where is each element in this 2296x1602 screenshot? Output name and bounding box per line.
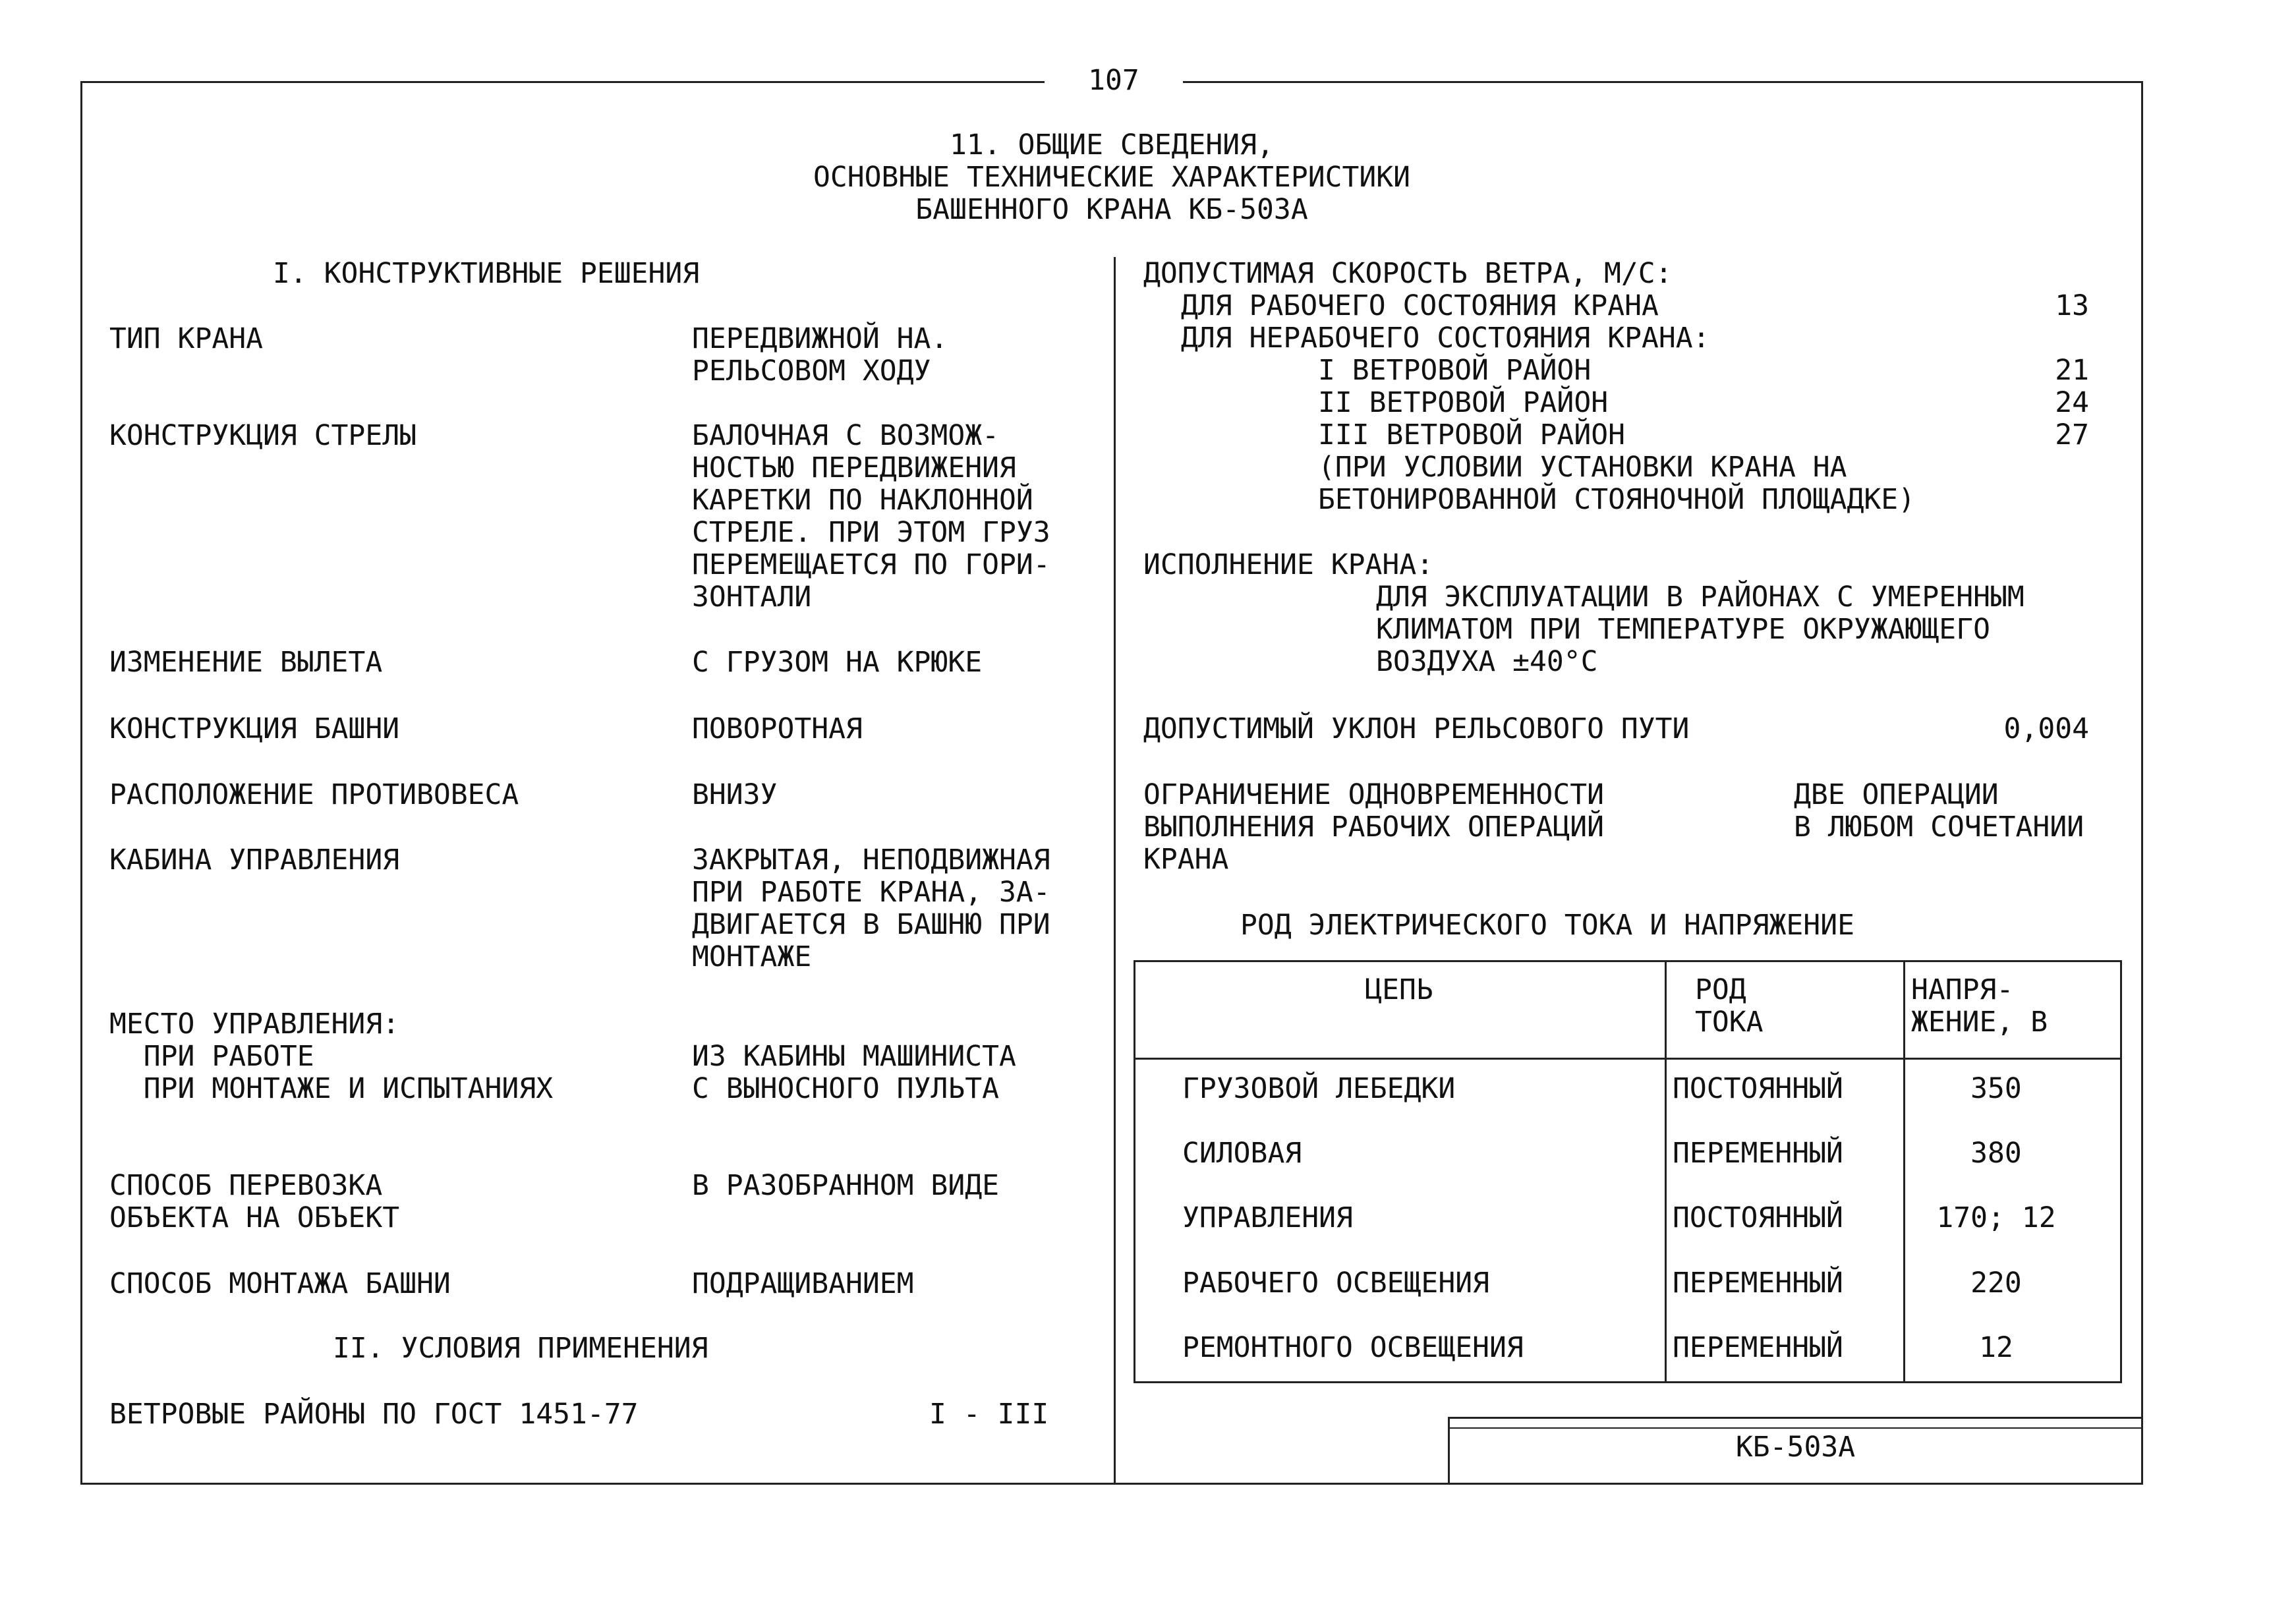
value-boom-design-4: СТРЕЛЕ. ПРИ ЭТОМ ГРУЗ <box>692 516 1050 549</box>
row-3-circuit: УПРАВЛЕНИЯ <box>1182 1201 1353 1234</box>
label-reach-change: ИЗМЕНЕНИЕ ВЫЛЕТА <box>109 646 383 679</box>
value-counterweight: ВНИЗУ <box>692 778 778 811</box>
table-header-type-1: РОД <box>1695 973 1746 1006</box>
value-control-operation: ИЗ КАБИНЫ МАШИНИСТА <box>692 1040 1016 1073</box>
execution-line-1: ДЛЯ ЭКСПЛУАТАЦИИ В РАЙОНАХ С УМЕРЕННЫМ <box>1376 581 2024 614</box>
slope-value: 0,004 <box>2003 712 2089 745</box>
row-2-type: ПЕРЕМЕННЫЙ <box>1673 1137 1843 1170</box>
title-line-2: ОСНОВНЫЕ ТЕХНИЧЕСКИЕ ХАРАКТЕРИСТИКИ <box>813 161 1411 194</box>
table-header-circuit: ЦЕПЬ <box>1365 973 1433 1006</box>
condition-line-2: БЕТОНИРОВАННОЙ СТОЯНОЧНОЙ ПЛОЩАДКЕ) <box>1318 483 1916 516</box>
value-cabin-4: МОНТАЖЕ <box>692 940 812 973</box>
value-wind-regions: I - III <box>929 1398 1049 1431</box>
row-2-circuit: СИЛОВАЯ <box>1182 1137 1302 1170</box>
row-1-voltage: 350 <box>1970 1072 2022 1105</box>
row-4-type: ПЕРЕМЕННЫЙ <box>1673 1267 1843 1300</box>
value-boom-design-6: ЗОНТАЛИ <box>692 581 812 614</box>
section-2-heading: II. УСЛОВИЯ ПРИМЕНЕНИЯ <box>333 1332 708 1365</box>
value-reach-change: С ГРУЗОМ НА КРЮКЕ <box>692 646 983 679</box>
value-control-assembly: С ВЫНОСНОГО ПУЛЬТА <box>692 1072 999 1105</box>
table-col-divider-1 <box>1665 960 1667 1383</box>
region-1-value: 21 <box>2055 354 2089 387</box>
label-cabin: КАБИНА УПРАВЛЕНИЯ <box>109 844 400 876</box>
ops-value-2: В ЛЮБОМ СОЧЕТАНИИ <box>1794 811 2084 844</box>
wind-speed-heading: ДОПУСТИМАЯ СКОРОСТЬ ВЕТРА, М/С: <box>1143 257 1673 290</box>
region-2-value: 24 <box>2055 386 2089 419</box>
value-transport: В РАЗОБРАННОМ ВИДЕ <box>692 1169 999 1202</box>
value-cabin-3: ДВИГАЕТСЯ В БАШНЮ ПРИ <box>692 908 1050 941</box>
title-line-1: 11. ОБЩИЕ СВЕДЕНИЯ, <box>950 129 1274 161</box>
table-col-divider-2 <box>1903 960 1905 1383</box>
value-boom-design-5: ПЕРЕМЕЩАЕТСЯ ПО ГОРИ- <box>692 548 1050 581</box>
region-3-label: III ВЕТРОВОЙ РАЙОН <box>1318 418 1625 451</box>
value-tower-assembly: ПОДРАЩИВАНИЕМ <box>692 1267 914 1300</box>
row-1-type: ПОСТОЯННЫЙ <box>1673 1072 1843 1105</box>
table-header-type-2: ТОКА <box>1695 1006 1764 1039</box>
execution-heading: ИСПОЛНЕНИЕ КРАНА: <box>1143 548 1434 581</box>
table-header-voltage-2: ЖЕНИЕ, В <box>1911 1006 2048 1039</box>
ops-label-1: ОГРАНИЧЕНИЕ ОДНОВРЕМЕННОСТИ <box>1143 778 1604 811</box>
value-boom-design-3: КАРЕТКИ ПО НАКЛОННОЙ <box>692 484 1033 517</box>
stamp-top-line <box>1448 1427 2143 1429</box>
column-divider <box>1114 257 1116 1485</box>
stamp-label: КБ-503А <box>1735 1431 1856 1464</box>
label-transport-2: ОБЪЕКТА НА ОБЪЕКТ <box>109 1201 400 1234</box>
value-boom-design-2: НОСТЬЮ ПЕРЕДВИЖЕНИЯ <box>692 451 1016 484</box>
table-header-divider <box>1134 1058 2122 1060</box>
label-crane-type: ТИП КРАНА <box>109 322 263 355</box>
value-cabin-1: ЗАКРЫТАЯ, НЕПОДВИЖНАЯ <box>692 844 1050 876</box>
row-2-voltage: 380 <box>1970 1137 2022 1170</box>
row-3-voltage: 170; 12 <box>1936 1201 2056 1234</box>
label-wind-regions: ВЕТРОВЫЕ РАЙОНЫ ПО ГОСТ 1451-77 <box>109 1398 639 1431</box>
row-5-voltage: 12 <box>1979 1331 2013 1364</box>
working-state-value: 13 <box>2055 289 2089 322</box>
label-control-operation: ПРИ РАБОТЕ <box>109 1040 314 1073</box>
working-state-label: ДЛЯ РАБОЧЕГО СОСТОЯНИЯ КРАНА <box>1181 289 1659 322</box>
region-3-value: 27 <box>2055 418 2089 451</box>
label-boom-design: КОНСТРУКЦИЯ СТРЕЛЫ <box>109 419 416 452</box>
row-4-voltage: 220 <box>1970 1267 2022 1300</box>
row-3-type: ПОСТОЯННЫЙ <box>1673 1201 1843 1234</box>
region-2-label: II ВЕТРОВОЙ РАЙОН <box>1318 386 1609 419</box>
value-tower-design: ПОВОРОТНАЯ <box>692 712 863 745</box>
value-boom-design-1: БАЛОЧНАЯ С ВОЗМОЖ- <box>692 419 999 452</box>
title-line-3: БАШЕННОГО КРАНА КБ-503А <box>915 193 1308 226</box>
value-cabin-2: ПРИ РАБОТЕ КРАНА, ЗА- <box>692 876 1050 909</box>
region-1-label: I ВЕТРОВОЙ РАЙОН <box>1318 354 1592 387</box>
electric-heading: РОД ЭЛЕКТРИЧЕСКОГО ТОКА И НАПРЯЖЕНИЕ <box>1240 909 1854 942</box>
label-counterweight: РАСПОЛОЖЕНИЕ ПРОТИВОВЕСА <box>109 778 519 811</box>
ops-label-3: КРАНА <box>1143 843 1229 876</box>
label-tower-assembly: СПОСОБ МОНТАЖА БАШНИ <box>109 1267 451 1300</box>
section-1-heading: I. КОНСТРУКТИВНЫЕ РЕШЕНИЯ <box>273 257 700 290</box>
label-control-assembly: ПРИ МОНТАЖЕ И ИСПЫТАНИЯХ <box>109 1072 554 1105</box>
execution-line-2: КЛИМАТОМ ПРИ ТЕМПЕРАТУРЕ ОКРУЖАЮЩЕГО <box>1376 613 1990 646</box>
slope-label: ДОПУСТИМЫЙ УКЛОН РЕЛЬСОВОГО ПУТИ <box>1143 712 1690 745</box>
row-5-type: ПЕРЕМЕННЫЙ <box>1673 1331 1843 1364</box>
ops-label-2: ВЫПОЛНЕНИЯ РАБОЧИХ ОПЕРАЦИЙ <box>1143 811 1604 844</box>
ops-value-1: ДВЕ ОПЕРАЦИИ <box>1794 778 1999 811</box>
condition-line-1: (ПРИ УСЛОВИИ УСТАНОВКИ КРАНА НА <box>1318 451 1847 484</box>
table-header-voltage-1: НАПРЯ- <box>1911 973 2014 1006</box>
label-tower-design: КОНСТРУКЦИЯ БАШНИ <box>109 712 400 745</box>
row-1-circuit: ГРУЗОВОЙ ЛЕБЕДКИ <box>1182 1072 1456 1105</box>
execution-line-3: ВОЗДУХА ±40°С <box>1376 645 1598 678</box>
nonworking-state-label: ДЛЯ НЕРАБОЧЕГО СОСТОЯНИЯ КРАНА: <box>1181 322 1710 355</box>
label-control-place: МЕСТО УПРАВЛЕНИЯ: <box>109 1008 400 1041</box>
value-crane-type-2: РЕЛЬСОВОМ ХОДУ <box>692 355 931 387</box>
row-4-circuit: РАБОЧЕГО ОСВЕЩЕНИЯ <box>1182 1267 1489 1300</box>
value-crane-type-1: ПЕРЕДВИЖНОЙ НА. <box>692 322 948 355</box>
page-number: 107 <box>1088 64 1139 97</box>
row-5-circuit: РЕМОНТНОГО ОСВЕЩЕНИЯ <box>1182 1331 1524 1364</box>
label-transport-1: СПОСОБ ПЕРЕВОЗКА <box>109 1169 383 1202</box>
